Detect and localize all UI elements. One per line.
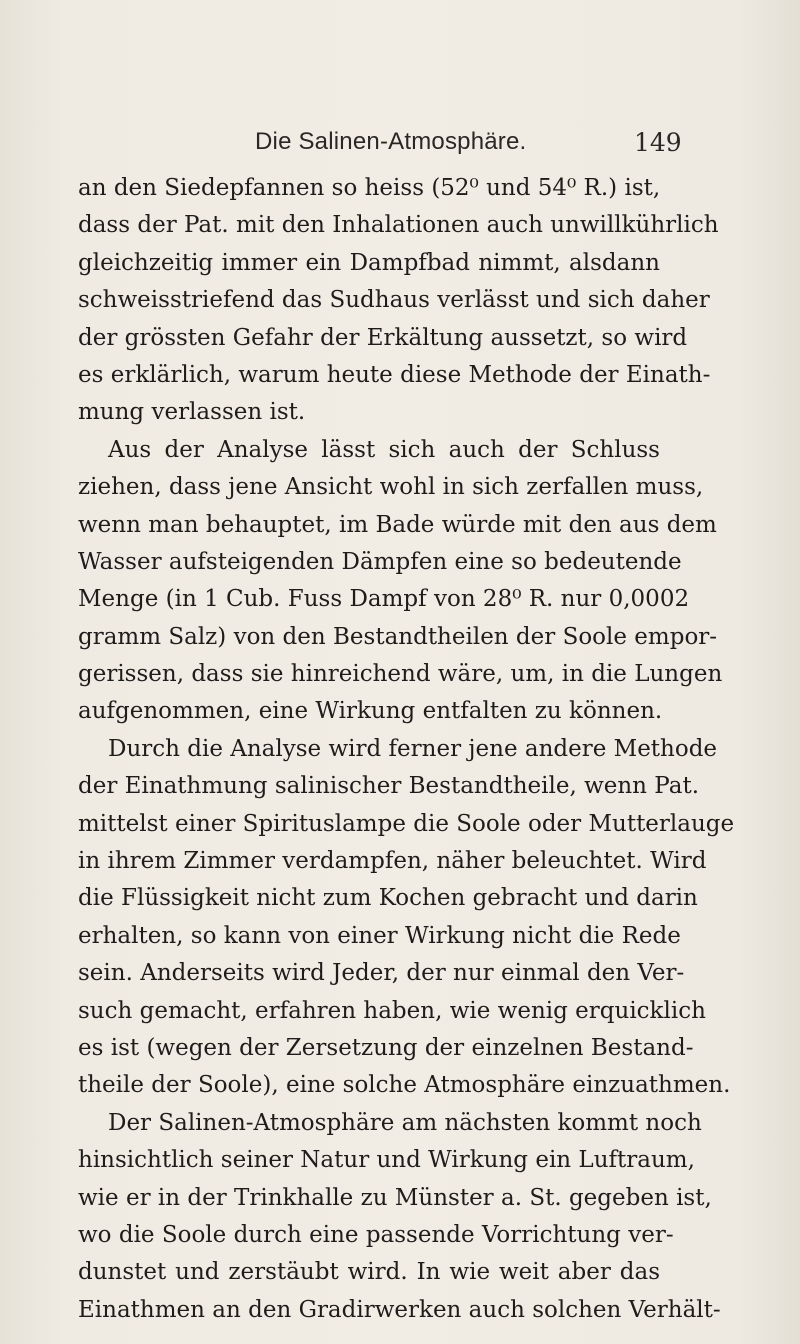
text-line: dunstet und zerstäubt wird. In wie weit aber das xyxy=(78,1259,660,1286)
text-line: es ist (wegen der Zersetzung der einzelnen Bestand- xyxy=(78,1034,694,1061)
text-line: der Einathmung salinischer Bestandtheile, wenn Pat. xyxy=(78,773,700,800)
text-line: mittelst einer Spirituslampe die Soole oder Mutterlauge xyxy=(78,810,735,837)
text-line: in ihrem Zimmer verdampfen, näher beleuchtet. Wird xyxy=(78,848,707,875)
text-line: gleichzeitig immer ein Dampfbad nimmt, alsdann xyxy=(78,249,660,276)
text-line: such gemacht, erfahren haben, wie wenig erquicklich xyxy=(78,997,706,1024)
page-header xyxy=(0,128,800,160)
text-line: Wasser aufsteigenden Dämpfen eine so bedeutende xyxy=(78,548,682,575)
text-line: es erklärlich, warum heute diese Methode der Einath- xyxy=(78,361,711,388)
text-line: wie er in der Trinkhalle zu Münster a. St. gegeben ist, xyxy=(78,1184,712,1211)
text-line: ziehen, dass jene Ansicht wohl in sich zerfallen muss, xyxy=(78,474,704,501)
text-line: an den Siedepfannen so heiss (52⁰ und 54⁰ R.) ist, xyxy=(78,175,661,201)
text-line: schweisstriefend das Sudhaus verlässt und sich daher xyxy=(78,287,710,314)
text-line: sein. Anderseits wird Jeder, der nur einmal den Ver- xyxy=(78,960,685,987)
text-line: wo die Soole durch eine passende Vorrichtung ver- xyxy=(78,1221,674,1248)
text-line: theile der Soole), eine solche Atmosphäre einzuathmen. xyxy=(78,1072,731,1099)
text-line: Aus der Analyse lässt sich auch der Schluss xyxy=(108,436,660,463)
text-line: Durch die Analyse wird ferner jene andere Methode xyxy=(108,735,718,762)
text-line: mung verlassen ist. xyxy=(78,399,306,426)
text-line: hinsichtlich seiner Natur und Wirkung ein Luftraum, xyxy=(78,1147,695,1174)
text-line: die Flüssigkeit nicht zum Kochen gebracht und darin xyxy=(78,885,698,912)
text-line: erhalten, so kann von einer Wirkung nicht die Rede xyxy=(78,922,681,949)
text-line: Einathmen an den Gradirwerken auch solchen Verhält- xyxy=(78,1296,721,1323)
text-line: aufgenommen, eine Wirkung entfalten zu können. xyxy=(78,698,663,725)
text-line: wenn man behauptet, im Bade würde mit den aus dem xyxy=(78,511,717,538)
running-title: Die Salinen-Atmosphäre. xyxy=(255,128,527,155)
text-line: dass der Pat. mit den Inhalationen auch unwillkührlich xyxy=(78,212,719,239)
text-line: Menge (in 1 Cub. Fuss Dampf von 28⁰ R. nur 0,0002 xyxy=(78,586,690,613)
text-line: der grössten Gefahr der Erkältung aussetzt, so wird xyxy=(78,324,688,351)
body-text xyxy=(78,170,735,1329)
text-line: gerissen, dass sie hinreichend wäre, um, in die Lungen xyxy=(78,661,723,688)
page-number: 149 xyxy=(634,128,682,157)
text-line: Der Salinen-Atmosphäre am nächsten kommt noch xyxy=(108,1109,702,1136)
text-line: gramm Salz) von den Bestandtheilen der Soole empor- xyxy=(78,623,718,650)
